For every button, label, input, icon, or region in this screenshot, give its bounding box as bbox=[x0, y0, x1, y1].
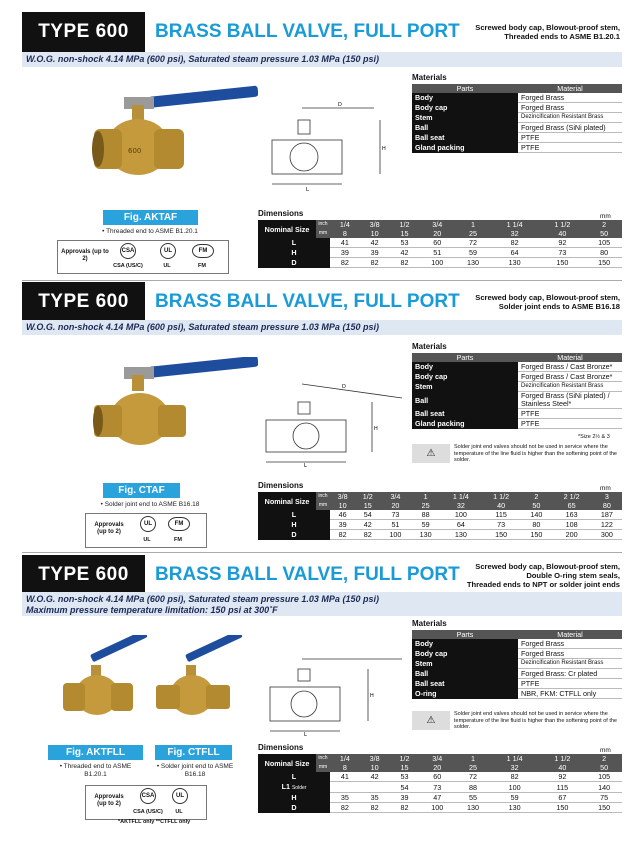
material-row: Body Forged Brass bbox=[412, 93, 622, 103]
type-label: TYPE 600 bbox=[22, 555, 145, 595]
mm-unit: mm bbox=[600, 213, 611, 220]
inch-cell: 3/4 bbox=[419, 754, 455, 763]
material-row: Gland packing PTFE bbox=[412, 419, 622, 429]
materials-table: Parts Material Body Forged Brass Body cap Forged Brass Stem Dezincification Resistant Brass Ball Forged Brass (SiNi plated) Ball seat PTFE Gland packing PTFE bbox=[412, 84, 622, 153]
section-header bbox=[22, 12, 622, 52]
mm-cell: 25 bbox=[455, 763, 491, 772]
section-ctaf bbox=[0, 282, 629, 552]
table-cell: 130 bbox=[491, 258, 539, 268]
table-row bbox=[258, 803, 622, 813]
table-cell: 75 bbox=[586, 793, 622, 803]
table-cell: 54 bbox=[390, 782, 420, 793]
mm-cell: 8 bbox=[330, 763, 360, 772]
inch-cell: 1 1/2 bbox=[539, 754, 587, 763]
table-cell: 59 bbox=[411, 520, 441, 530]
section-subtitle: Screwed body cap, Blowout-proof stem, Double O-ring stem seals, Threaded ends to NPT or solder joint ends bbox=[466, 561, 620, 589]
inch-cell: 3/8 bbox=[360, 220, 390, 229]
inch-cell: 1 1/4 bbox=[441, 492, 481, 501]
spec-line: W.O.G. non-shock 4.14 MPa (600 psi), Saturated steam pressure 1.03 MPa (150 psi) bbox=[22, 320, 622, 335]
table-cell: 42 bbox=[360, 772, 390, 782]
table-cell: 55 bbox=[455, 793, 491, 803]
table-cell: 130 bbox=[441, 530, 481, 540]
csa-logo-icon: CSA bbox=[120, 243, 136, 259]
dimensions-title: Dimensions bbox=[258, 481, 304, 490]
warning-icon: ⚠ bbox=[412, 711, 450, 730]
inch-cell: 1 1/4 bbox=[491, 754, 539, 763]
mm-cell: 25 bbox=[411, 501, 441, 510]
table-cell: 67 bbox=[539, 793, 587, 803]
table-cell: 73 bbox=[481, 520, 521, 530]
table-cell: 51 bbox=[380, 520, 410, 530]
inch-cell: 3/4 bbox=[380, 492, 410, 501]
mm-cell: 10 bbox=[360, 229, 390, 238]
dimensions-table bbox=[258, 492, 622, 540]
inch-cell: 1 1/4 bbox=[491, 220, 539, 229]
section-divider bbox=[22, 280, 622, 281]
mm-unit: mm bbox=[600, 747, 611, 754]
table-cell: 53 bbox=[390, 772, 420, 782]
cert-ul: UL bbox=[143, 537, 151, 543]
mm-cell: 65 bbox=[551, 501, 591, 510]
svg-text:L: L bbox=[306, 187, 309, 193]
table-cell: 140 bbox=[586, 782, 622, 793]
ul-logo-icon: UL bbox=[172, 788, 188, 804]
cert-fm: FM bbox=[174, 537, 182, 543]
mm-cell: 80 bbox=[592, 501, 622, 510]
mm-cell: 10 bbox=[330, 501, 355, 510]
solder-warning: ⚠ Solder joint end valves should not be used in service where the temperature of the line fluid is higher than the softening point of the solder. bbox=[412, 444, 619, 464]
mm-cell: 8 bbox=[330, 229, 360, 238]
table-cell: 300 bbox=[592, 530, 622, 540]
inch-row: Nominal Size inch 1/4 3/8 1/2 3/4 1 1 1/4 1 1/2 2 bbox=[258, 220, 622, 229]
csa-logo-icon: CSA bbox=[140, 788, 156, 804]
row-label: L bbox=[258, 772, 330, 782]
table-cell: 82 bbox=[330, 530, 355, 540]
table-cell: 115 bbox=[539, 782, 587, 793]
material-row: Body cap Forged Brass bbox=[412, 103, 622, 113]
table-cell: 140 bbox=[521, 510, 551, 520]
cert-csa: CSA (US/C) bbox=[113, 263, 143, 269]
mm-cell: 32 bbox=[441, 501, 481, 510]
cert-csa: CSA (US/C) bbox=[133, 809, 163, 815]
mm-cell: 40 bbox=[481, 501, 521, 510]
table-cell: 122 bbox=[592, 520, 622, 530]
materials-title: Materials bbox=[412, 619, 447, 628]
table-cell: 100 bbox=[441, 510, 481, 520]
mm-cell: 20 bbox=[419, 763, 455, 772]
dimensions-title: Dimensions bbox=[258, 743, 304, 752]
mm-cell: 20 bbox=[419, 229, 455, 238]
table-cell: 59 bbox=[491, 793, 539, 803]
table-cell: 200 bbox=[551, 530, 591, 540]
table-cell: 150 bbox=[586, 258, 622, 268]
mm-cell: 15 bbox=[355, 501, 380, 510]
svg-text:L: L bbox=[304, 463, 307, 468]
materials-title: Materials bbox=[412, 73, 447, 82]
materials-table: Parts Material Body Forged Brass Body cap Forged Brass Stem Dezincification Resistant Brass Ball Forged Brass: Cr plated Ball seat PTFE O-ring NBR, FKM: CTFLL only bbox=[412, 630, 622, 699]
material-row: Stem Dezincification Resistant Brass bbox=[412, 382, 622, 392]
material-row: Stem Dezincification Resistant Brass bbox=[412, 113, 622, 123]
table-cell: 39 bbox=[360, 248, 390, 258]
table-cell: 82 bbox=[330, 258, 360, 268]
inch-cell: 1/2 bbox=[390, 754, 420, 763]
mm-cell: 40 bbox=[539, 229, 587, 238]
inch-cell: 3/8 bbox=[360, 754, 390, 763]
approvals-box bbox=[85, 513, 207, 548]
inch-cell: 1 bbox=[455, 754, 491, 763]
inch-cell: 1 1/2 bbox=[539, 220, 587, 229]
inch-cell: 3 bbox=[592, 492, 622, 501]
spec-line: W.O.G. non-shock 4.14 MPa (600 psi), Saturated steam pressure 1.03 MPa (150 psi) bbox=[22, 52, 622, 67]
valve-drawing bbox=[262, 380, 412, 468]
section-aktfll bbox=[0, 555, 629, 845]
material-row: Body cap Forged Brass / Cast Bronze* bbox=[412, 372, 622, 382]
table-cell: 100 bbox=[380, 530, 410, 540]
table-cell: 100 bbox=[419, 258, 455, 268]
table-cell: 150 bbox=[539, 258, 587, 268]
figure-note-ctfll: • Solder joint end to ASME B16.18 bbox=[156, 763, 234, 778]
material-row: Ball Forged Brass (SiNi plated) bbox=[412, 123, 622, 133]
row-label: D bbox=[258, 803, 330, 813]
table-cell: 42 bbox=[360, 238, 390, 248]
section-title: BRASS BALL VALVE, FULL PORT bbox=[155, 291, 460, 312]
table-cell bbox=[330, 782, 360, 793]
table-cell: 88 bbox=[455, 782, 491, 793]
inch-cell: 2 bbox=[586, 220, 622, 229]
table-cell: 53 bbox=[390, 238, 420, 248]
inch-cell: 1/2 bbox=[390, 220, 420, 229]
table-cell: 130 bbox=[455, 258, 491, 268]
material-row: Stem Dezincification Resistant Brass bbox=[412, 659, 622, 669]
table-cell: 60 bbox=[419, 772, 455, 782]
approvals-box bbox=[57, 240, 229, 274]
table-cell: 82 bbox=[355, 530, 380, 540]
approvals-box bbox=[85, 785, 207, 820]
table-cell: 82 bbox=[491, 772, 539, 782]
section-aktaf bbox=[0, 0, 629, 275]
row-label: D bbox=[258, 258, 330, 268]
figure-note: • Solder joint end to ASME B16.18 bbox=[100, 501, 200, 508]
approvals-label: Approvals (up to 2) bbox=[61, 249, 109, 262]
table-cell: 130 bbox=[411, 530, 441, 540]
mm-cell: 25 bbox=[455, 229, 491, 238]
table-row bbox=[258, 782, 622, 793]
material-row: Ball Forged Brass: Cr plated bbox=[412, 669, 622, 679]
valve-drawing bbox=[262, 655, 412, 737]
table-cell: 82 bbox=[491, 238, 539, 248]
table-cell: 39 bbox=[330, 248, 360, 258]
table-cell: 82 bbox=[360, 258, 390, 268]
warning-icon: ⚠ bbox=[412, 444, 450, 463]
row-label: L1 Solder bbox=[258, 782, 330, 793]
table-row bbox=[258, 238, 622, 248]
table-cell: 130 bbox=[455, 803, 491, 813]
svg-text:H: H bbox=[374, 426, 378, 432]
mm-cell: 10 bbox=[360, 763, 390, 772]
table-cell: 47 bbox=[419, 793, 455, 803]
mm-cell: 15 bbox=[390, 229, 420, 238]
figure-label-ctaf: Fig. CTAF bbox=[103, 483, 180, 498]
table-cell: 42 bbox=[355, 520, 380, 530]
table-cell: 105 bbox=[586, 772, 622, 782]
material-row: Ball seat PTFE bbox=[412, 679, 622, 689]
type-label: TYPE 600 bbox=[22, 282, 145, 322]
table-cell: 150 bbox=[481, 530, 521, 540]
mm-cell: 20 bbox=[380, 501, 410, 510]
dimensions-table bbox=[258, 754, 622, 813]
mm-cell: 50 bbox=[586, 763, 622, 772]
cert-fm: FM bbox=[198, 263, 206, 269]
mm-cell: 32 bbox=[491, 229, 539, 238]
table-row bbox=[258, 510, 622, 520]
table-row bbox=[258, 258, 622, 268]
valve-photo-aktfll bbox=[55, 635, 155, 730]
table-cell: 39 bbox=[390, 793, 420, 803]
fm-logo-icon: FM bbox=[168, 517, 190, 531]
table-cell: 73 bbox=[419, 782, 455, 793]
valve-photo bbox=[88, 357, 258, 467]
table-cell: 105 bbox=[586, 238, 622, 248]
table-cell: 150 bbox=[586, 803, 622, 813]
table-cell: 92 bbox=[539, 772, 587, 782]
table-cell: 115 bbox=[481, 510, 521, 520]
table-cell: 73 bbox=[380, 510, 410, 520]
figure-note: • Threaded end to ASME B1.20.1 bbox=[102, 228, 198, 235]
section-divider bbox=[22, 552, 622, 553]
table-cell: 80 bbox=[586, 248, 622, 258]
table-cell: 100 bbox=[419, 803, 455, 813]
table-cell: 35 bbox=[330, 793, 360, 803]
mm-cell: 50 bbox=[586, 229, 622, 238]
material-row: Ball seat PTFE bbox=[412, 409, 622, 419]
figure-label-aktaf: Fig. AKTAF bbox=[103, 210, 198, 225]
table-cell: 82 bbox=[390, 258, 420, 268]
dimensions-table bbox=[258, 220, 622, 268]
figure-note-aktfll: • Threaded end to ASME B1.20.1 bbox=[59, 763, 132, 778]
table-cell: 82 bbox=[330, 803, 360, 813]
table-cell: 80 bbox=[521, 520, 551, 530]
table-cell: 51 bbox=[419, 248, 455, 258]
table-cell: 82 bbox=[360, 803, 390, 813]
table-cell: 39 bbox=[330, 520, 355, 530]
mm-row: mm 10 15 20 25 32 40 50 65 80 bbox=[258, 501, 622, 510]
table-row bbox=[258, 530, 622, 540]
fm-logo-icon: FM bbox=[192, 244, 214, 258]
solder-warning: ⚠ Solder joint end valves should not be used in service where the temperature of the line fluid is higher than the softening point of the solder. bbox=[412, 711, 619, 731]
svg-text:H: H bbox=[382, 146, 386, 152]
inch-cell: 2 bbox=[586, 754, 622, 763]
materials-title: Materials bbox=[412, 342, 447, 351]
inch-row: Nominal Size inch 3/8 1/2 3/4 1 1 1/4 1 1/2 2 2 1/2 3 bbox=[258, 492, 622, 501]
section-subtitle: Screwed body cap, Blowout-proof stem, Threaded ends to ASME B1.20.1 bbox=[475, 23, 620, 41]
inch-row: Nominal Size inch 1/4 3/8 1/2 3/4 1 1 1/4 1 1/2 2 bbox=[258, 754, 622, 763]
mm-row: mm 8 10 15 20 25 32 40 50 bbox=[258, 763, 622, 772]
size-footnote: *Size 2½ & 3 bbox=[578, 434, 610, 440]
approvals-label: Approvals (up to 2) bbox=[94, 794, 124, 807]
inch-cell: 1/4 bbox=[330, 220, 360, 229]
table-cell: 150 bbox=[521, 530, 551, 540]
material-row: Body Forged Brass bbox=[412, 639, 622, 649]
cert-ul: UL bbox=[163, 263, 171, 269]
svg-text:600: 600 bbox=[128, 147, 142, 155]
table-cell: 46 bbox=[330, 510, 355, 520]
table-cell: 150 bbox=[539, 803, 587, 813]
table-cell: 82 bbox=[390, 803, 420, 813]
table-cell: 130 bbox=[491, 803, 539, 813]
figure-label-aktfll: Fig. AKTFLL bbox=[48, 745, 143, 760]
table-row bbox=[258, 520, 622, 530]
section-title: BRASS BALL VALVE, FULL PORT bbox=[155, 21, 460, 42]
table-cell: 163 bbox=[551, 510, 591, 520]
svg-text:D: D bbox=[342, 384, 346, 390]
table-cell: 41 bbox=[330, 772, 360, 782]
type-label: TYPE 600 bbox=[22, 12, 145, 52]
valve-drawing bbox=[262, 98, 402, 193]
mm-cell: 40 bbox=[539, 763, 587, 772]
valve-photo bbox=[88, 85, 258, 195]
section-header bbox=[22, 282, 622, 322]
inch-cell: 1 bbox=[411, 492, 441, 501]
inch-cell: 3/8 bbox=[330, 492, 355, 501]
ul-logo-icon: UL bbox=[140, 516, 156, 532]
inch-cell: 1 1/2 bbox=[481, 492, 521, 501]
row-label: H bbox=[258, 248, 330, 258]
material-row: O-ring NBR, FKM: CTFLL only bbox=[412, 689, 622, 699]
row-label: H bbox=[258, 520, 330, 530]
row-label: D bbox=[258, 530, 330, 540]
material-row: Gland packing PTFE bbox=[412, 143, 622, 153]
approvals-label: Approvals (up to 2) bbox=[94, 522, 124, 535]
table-cell: 35 bbox=[360, 793, 390, 803]
approvals-footnote: *AKTFLL only **CTFLL only bbox=[118, 819, 191, 825]
table-cell: 64 bbox=[441, 520, 481, 530]
section-subtitle: Screwed body cap, Blowout-proof stem, Solder joint ends to ASME B16.18 bbox=[475, 293, 620, 311]
table-row bbox=[258, 248, 622, 258]
mm-unit: mm bbox=[600, 485, 611, 492]
mm-cell: 50 bbox=[521, 501, 551, 510]
table-cell bbox=[360, 782, 390, 793]
table-cell: 187 bbox=[592, 510, 622, 520]
table-cell: 42 bbox=[390, 248, 420, 258]
material-row: Body cap Forged Brass bbox=[412, 649, 622, 659]
table-cell: 72 bbox=[455, 772, 491, 782]
inch-cell: 1/2 bbox=[355, 492, 380, 501]
table-cell: 54 bbox=[355, 510, 380, 520]
inch-cell: 3/4 bbox=[419, 220, 455, 229]
row-label: H bbox=[258, 793, 330, 803]
table-row bbox=[258, 793, 622, 803]
table-cell: 64 bbox=[491, 248, 539, 258]
material-row: Ball Forged Brass (SiNi plated) / Stainless Steel* bbox=[412, 392, 622, 409]
figure-label-ctfll: Fig. CTFLL bbox=[155, 745, 232, 760]
dimensions-title: Dimensions bbox=[258, 209, 304, 218]
materials-table: Parts Material Body Forged Brass / Cast Bronze* Body cap Forged Brass / Cast Bronze* Stem Dezincification Resistant Brass Ball Forged Brass (SiNi plated) / Stainless Steel* Ball seat PTFE Gland packing PTFE bbox=[412, 353, 622, 429]
spec-lines: W.O.G. non-shock 4.14 MPa (600 psi), Saturated steam pressure 1.03 MPa (150 psi) Maximum pressure temperature limitation: 150 psi at 300˚F bbox=[22, 592, 622, 616]
table-cell: 108 bbox=[551, 520, 591, 530]
svg-text:H: H bbox=[370, 693, 374, 699]
table-cell: 100 bbox=[491, 782, 539, 793]
inch-cell: 1/4 bbox=[330, 754, 360, 763]
material-row: Body Forged Brass / Cast Bronze* bbox=[412, 362, 622, 372]
section-header bbox=[22, 555, 622, 595]
table-cell: 72 bbox=[455, 238, 491, 248]
mm-cell: 32 bbox=[491, 763, 539, 772]
table-row bbox=[258, 772, 622, 782]
mm-cell: 15 bbox=[390, 763, 420, 772]
row-label: L bbox=[258, 238, 330, 248]
inch-cell: 2 bbox=[521, 492, 551, 501]
cert-ul: UL bbox=[175, 809, 183, 815]
svg-text:L: L bbox=[304, 732, 307, 737]
inch-cell: 2 1/2 bbox=[551, 492, 591, 501]
ul-logo-icon: UL bbox=[160, 243, 176, 259]
table-cell: 60 bbox=[419, 238, 455, 248]
table-cell: 92 bbox=[539, 238, 587, 248]
table-cell: 41 bbox=[330, 238, 360, 248]
row-label: L bbox=[258, 510, 330, 520]
table-cell: 88 bbox=[411, 510, 441, 520]
material-row: Ball seat PTFE bbox=[412, 133, 622, 143]
table-cell: 59 bbox=[455, 248, 491, 258]
section-title: BRASS BALL VALVE, FULL PORT bbox=[155, 564, 460, 585]
mm-row: mm 8 10 15 20 25 32 40 50 bbox=[258, 229, 622, 238]
table-cell: 73 bbox=[539, 248, 587, 258]
inch-cell: 1 bbox=[455, 220, 491, 229]
svg-text:D: D bbox=[338, 102, 342, 108]
valve-photo-ctfll bbox=[150, 635, 250, 730]
